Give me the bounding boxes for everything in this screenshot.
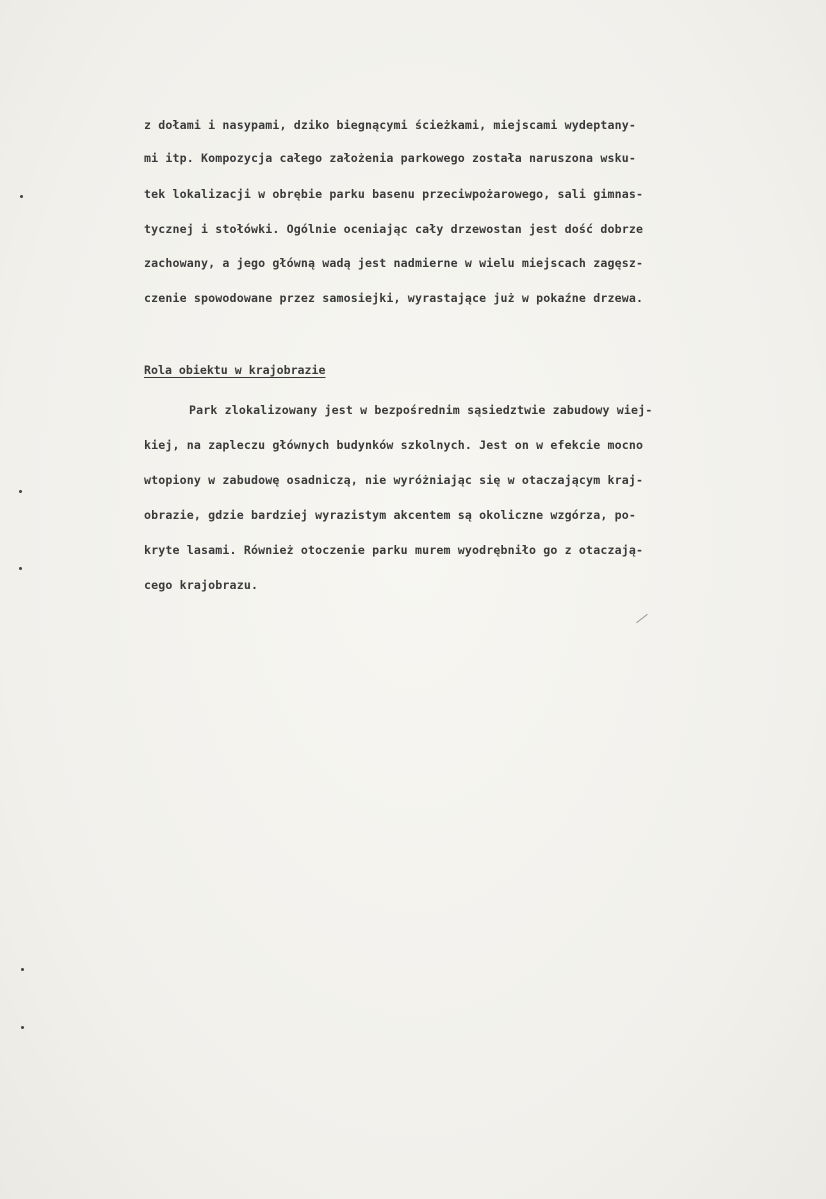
paragraph-1-line-3: tek lokalizacji w obrębie parku basenu przeciwpożarowego, sali gimnas- xyxy=(144,187,644,201)
paragraph-1-line-6: czenie spowodowane przez samosiejki, wyrastające już w pokaźne drzewa. xyxy=(144,291,644,305)
pencil-tick xyxy=(636,614,648,623)
margin-mark xyxy=(21,1026,24,1029)
paragraph-2-line-1: Park zlokalizowany jest w bezpośrednim sąsiedztwie zabudowy wiej- xyxy=(189,403,653,417)
paragraph-2-line-5: kryte lasami. Również otoczenie parku murem wyodrębniło go z otaczają- xyxy=(144,543,644,557)
paragraph-2-line-3: wtopiony w zabudowę osadniczą, nie wyróżniając się w otaczającym kraj- xyxy=(144,473,644,487)
section-heading: Rola obiektu w krajobrazie xyxy=(144,363,326,377)
margin-mark xyxy=(21,968,24,971)
paragraph-1-line-1: z dołami i nasypami, dziko biegnącymi ścieżkami, miejscami wydeptany- xyxy=(144,118,636,132)
paragraph-2-line-6: cego krajobrazu. xyxy=(144,578,259,592)
margin-mark xyxy=(19,567,22,570)
margin-mark xyxy=(20,195,23,198)
paragraph-2-line-4: obrazie, gdzie bardziej wyrazistym akcentem są okoliczne wzgórza, po- xyxy=(144,508,636,522)
margin-mark xyxy=(19,490,22,493)
paragraph-1-line-4: tycznej i stołówki. Ogólnie oceniając cały drzewostan jest dość dobrze xyxy=(144,222,644,236)
paragraph-1-line-5: zachowany, a jego główną wadą jest nadmierne w wielu miejscach zagęsz- xyxy=(144,256,644,270)
paragraph-2-line-2: kiej, na zapleczu głównych budynków szkolnych. Jest on w efekcie mocno xyxy=(144,438,644,452)
paragraph-1-line-2: mi itp. Kompozycja całego założenia parkowego została naruszona wsku- xyxy=(144,151,636,165)
